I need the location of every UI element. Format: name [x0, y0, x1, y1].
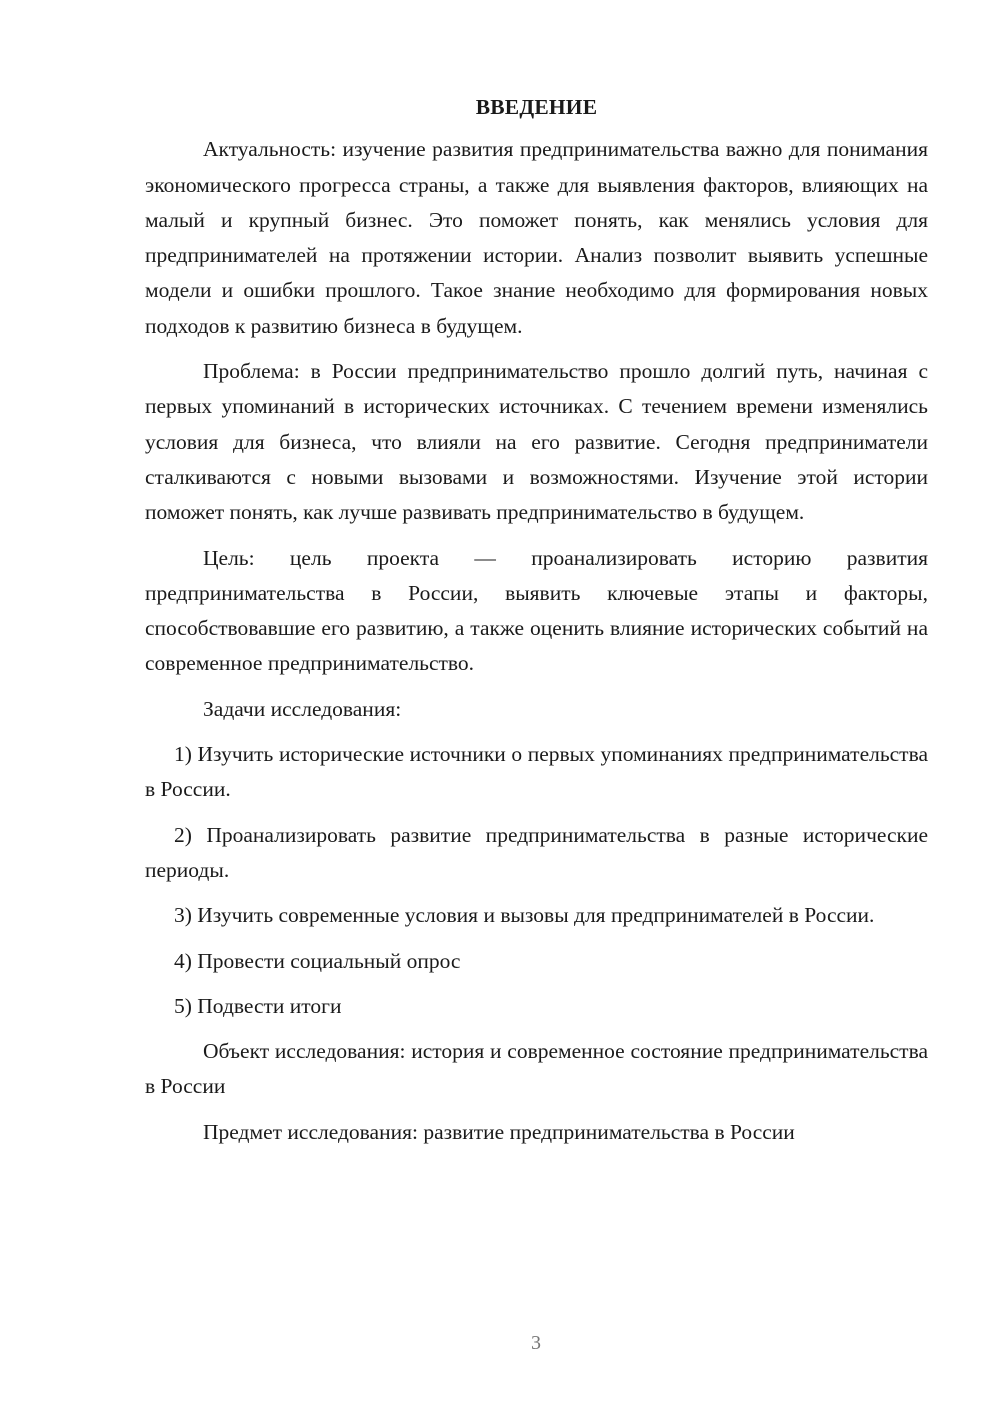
subject-paragraph: Предмет исследования: развитие предпринимательства в России	[203, 1119, 795, 1144]
page-number: 3	[531, 1332, 541, 1354]
problem-paragraph: Проблема: в России предпринимательство прошло долгий путь, начиная с первых упоминаний в исторических источниках. С течением времени изменялись условия для бизнеса, что влияли на его развитие. Сегодня предприниматели сталкиваются с новыми вызовами и возможностями. Изучение этой истории поможет понять, как лучше развивать предпринимательство в будущем.	[145, 359, 928, 525]
goal-paragraph: Цель: цель проекта — проанализировать историю развития предпринимательства в России, выявить ключевые этапы и факторы, способствовавшие его развитию, а также оценить влияние исторических событий на современное предпринимательство.	[145, 545, 928, 676]
task-item-4: 4) Провести социальный опрос	[174, 948, 461, 973]
object-paragraph: Объект исследования: история и современное состояние предпринимательства в России	[145, 1039, 928, 1099]
page-content	[145, 90, 928, 1160]
task-item-1: 1) Изучить исторические источники о первых упоминаниях предпринимательства в России.	[145, 742, 928, 802]
tasks-label: Задачи исследования:	[203, 696, 402, 721]
task-item-5: 5) Подвести итоги	[174, 993, 342, 1018]
section-heading: ВВЕДЕНИЕ	[475, 95, 598, 119]
task-item-2: 2) Проанализировать развитие предпринимательства в разные исторические периоды.	[145, 822, 928, 882]
task-item-3: 3) Изучить современные условия и вызовы для предпринимателей в России.	[174, 903, 875, 928]
relevance-paragraph: Актуальность: изучение развития предпринимательства важно для понимания экономического прогресса страны, а также для выявления факторов, влияющих на малый и крупный бизнес. Это поможет понять, как менялись условия для предпринимателей на протяжении истории. Анализ позволит выявить успешные модели и ошибки прошлого. Такое знание необходимо для формирования новых подходов к развитию бизнеса в будущем.	[145, 137, 928, 338]
